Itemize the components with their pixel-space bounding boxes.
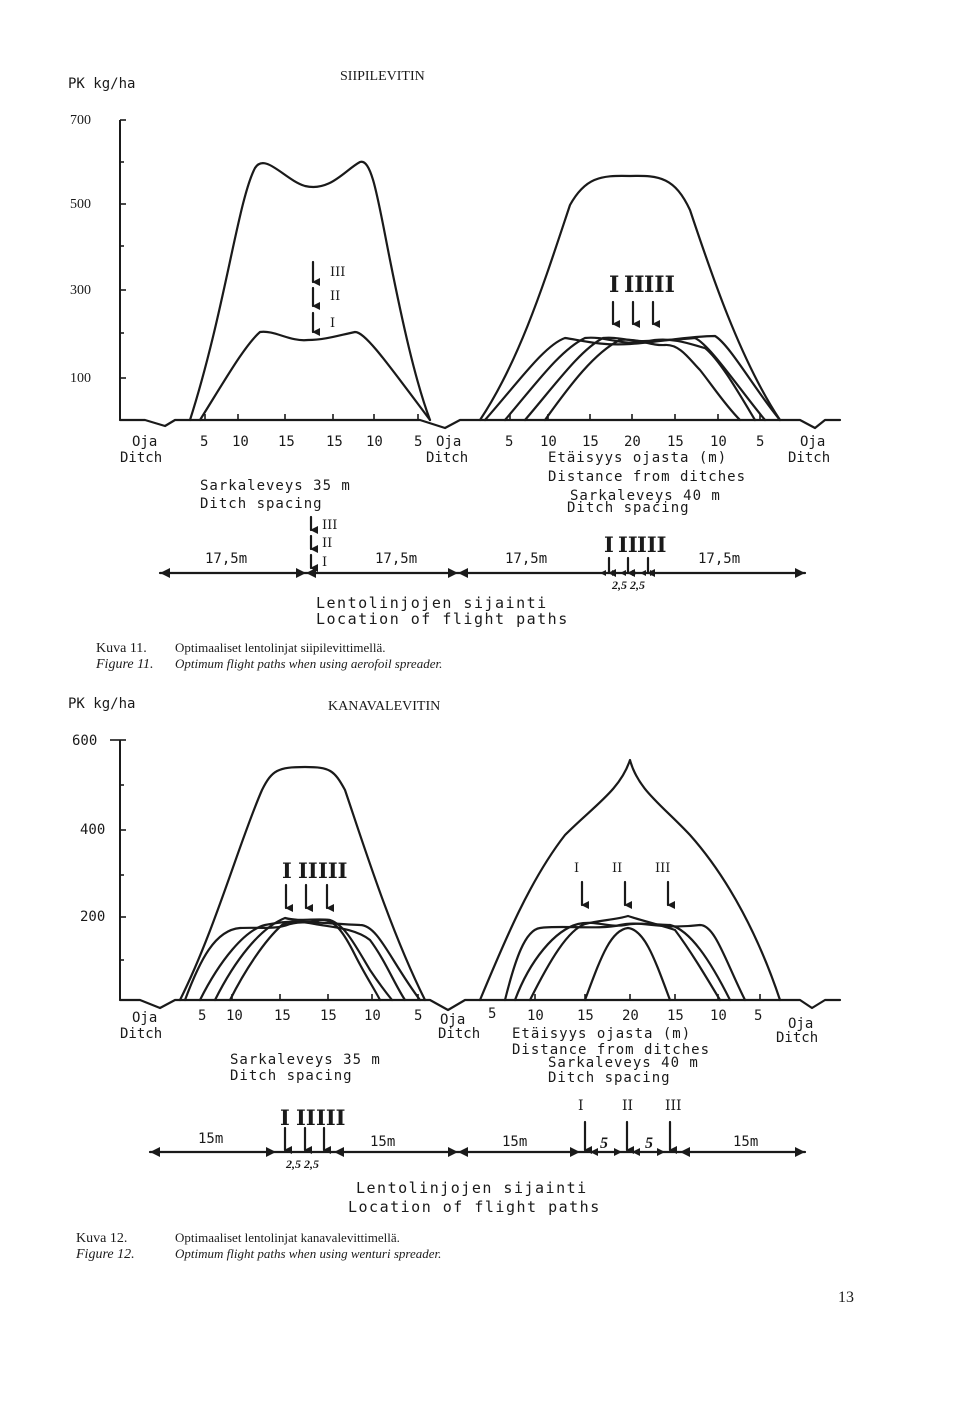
fig11-dim-label: 17,5m [205,551,248,567]
fig12-xlabel: 15 [320,1008,337,1024]
fig12-xlabel: 5 [198,1008,207,1024]
fig11-caption-en: Optimum flight paths when using aerofoil spreader. [175,656,443,671]
fig12-xlabel: 10 [710,1008,727,1024]
fig12-ytick: 400 [80,822,106,838]
fig12-right-curve-d [585,928,670,1000]
fig12-lower-path-label: III [316,1105,346,1130]
fig11-right-curve-b [505,338,765,420]
fig12-xlabel: Ditch [438,1026,481,1042]
fig11-ytick: 100 [70,371,91,386]
fig12-xlabel: 10 [527,1008,544,1024]
fig12-y-ticks [110,740,126,960]
fig11-loc-en: Location of flight paths [316,610,569,628]
fig12-left-curve-single [180,767,425,1000]
fig12-caption-en: Optimum flight paths when using wenturi spreader. [175,1246,442,1261]
fig11-lower-path-label: I [322,555,328,570]
fig12-xlabel: 10 [226,1008,243,1024]
fig12-loc-en: Location of flight paths [348,1198,601,1216]
fig12-ytick: 200 [80,909,106,925]
fig12-xlabel: Ditch [120,1026,163,1042]
fig12-xlabel: 20 [622,1008,639,1024]
fig12-loc-fi: Lentolinjojen sijainti [356,1179,588,1197]
fig11-chart-path-label: III [330,265,346,280]
fig12-distance-en: Distance from ditches [512,1042,711,1058]
fig11-xlabel: Ditch [426,450,469,466]
fig12-title: KANAVALEVITIN [328,699,441,714]
fig11-y-unit: PK kg/ha [68,76,136,92]
fig11-xlabel: 5 [505,434,514,450]
fig12-chart-path-label: II [612,861,623,876]
fig12-spacing-right-en: Ditch spacing [548,1070,671,1086]
fig12-caption-fi: Optimaaliset lentolinjat kanavalevittimellä. [175,1230,400,1245]
fig11-dim-label: 17,5m [698,551,741,567]
fig11-gap-label: 2,5 2,5 [612,578,645,592]
fig12-caption-fi-label: Kuva 12. [76,1231,128,1246]
fig12-xlabel: Oja [440,1012,466,1028]
fig11-ytick: 500 [70,197,91,212]
fig12-xlabel: 5 [754,1008,763,1024]
fig12-lower-path-label: I [280,1105,290,1130]
fig11-xlabel: 20 [624,434,641,450]
fig11-xlabel: 10 [232,434,249,450]
fig12-distance-fi: Etäisyys ojasta (m) [512,1026,692,1042]
fig11-ytick: 300 [70,283,91,298]
fig12-gap-label: 2,5 2,5 [286,1157,319,1171]
fig11-xlabel: Ditch [120,450,163,466]
fig12-xlabel: 15 [274,1008,291,1024]
fig11-spacing-left-fi: Sarkaleveys 35 m [200,478,351,494]
fig11-left-curve-single [190,162,430,420]
fig11-spacing-right-en: Ditch spacing [567,500,690,516]
fig11-chart-path-label: III [644,272,675,298]
fig11-caption-fi: Optimaaliset lentolinjat siipilevittimellä. [175,640,386,655]
fig11-right-curve-c [525,338,755,420]
fig12-gap-label: 5 [600,1135,608,1152]
fig11-xlabel: Oja [436,434,462,450]
fig12-chart-path-label: I [574,861,580,876]
fig11-xlabel: 15 [326,434,343,450]
fig11-lower-path-label: I [604,532,614,557]
fig12-xlabel: 5 [414,1008,423,1024]
fig11-xlabel: 5 [414,434,423,450]
fig12-lower-path-label: III [665,1098,682,1114]
fig11-caption-en-label: Figure 11. [96,657,154,672]
fig11-lower-path-label: III [322,518,338,533]
fig11-lower-path-label: II [322,536,333,551]
fig11-dim-label: 17,5m [505,551,548,567]
fig11-spacing-right-fi: Sarkaleveys 40 m [570,488,721,504]
fig12-xlabel: Oja [788,1016,814,1032]
fig11-distance-en: Distance from ditches [548,469,747,485]
fig12-lower-path-label: I [578,1098,584,1114]
page-number: 13 [838,1289,854,1306]
fig11-ground-line [120,420,840,428]
fig11-xlabel: 5 [756,434,765,450]
fig11-xlabel: 5 [200,434,209,450]
fig11-xlabel: 10 [540,434,557,450]
fig12-dim-label: 15m [370,1134,396,1150]
fig12-lower-path-label: II [622,1098,634,1114]
figure-12 [68,696,840,1262]
fig12-dim-label: 15m [502,1134,528,1150]
fig11-lower-path-label: III [637,532,667,557]
fig11-xlabel: 15 [667,434,684,450]
fig12-xlabel: 10 [364,1008,381,1024]
fig12-chart-path-label: III [318,858,348,883]
fig12-left-curve-c [215,918,392,1000]
fig11-right-curve-a [485,336,780,420]
fig11-chart-path-label: I [330,316,336,331]
fig12-chart-path-label: II [298,858,318,883]
fig12-dim-label: 15m [198,1131,224,1147]
fig11-dim-label: 17,5m [375,551,418,567]
fig12-chart-path-label: III [655,861,671,876]
fig12-ytick: 600 [72,733,98,749]
fig11-caption-fi-label: Kuva 11. [96,641,147,656]
fig11-distance-fi: Etäisyys ojasta (m) [548,450,728,466]
fig11-left-curve-combined [200,332,430,420]
figure-11 [68,69,840,672]
fig11-xlabel: Oja [132,434,158,450]
fig11-xlabel: 10 [366,434,383,450]
fig11-title: SIIPILEVITIN [340,69,425,84]
fig11-loc-fi: Lentolinjojen sijainti [316,594,548,612]
fig11-xlabel: 15 [278,434,295,450]
fig12-right-curve-single [480,760,780,1000]
fig11-chart-path-label: II [330,289,341,304]
fig11-xlabel: 15 [582,434,599,450]
fig12-spacing-left-fi: Sarkaleveys 35 m [230,1052,381,1068]
fig12-xlabel: 5 [488,1006,497,1022]
fig12-caption-en-label: Figure 12. [76,1247,135,1262]
fig12-gap-label: 5 [645,1135,653,1152]
fig12-spacing-right-fi: Sarkaleveys 40 m [548,1055,699,1071]
fig12-xlabel: Ditch [776,1030,819,1046]
fig11-xlabel: Ditch [788,450,831,466]
fig12-xlabel: Oja [132,1010,158,1026]
fig12-lower-path-label: II [296,1105,316,1130]
fig11-chart-path-label: II [624,272,645,298]
fig12-xlabel: 15 [577,1008,594,1024]
fig11-chart-path-label: I [609,272,620,298]
fig11-xlabel: Oja [800,434,826,450]
fig12-dim-label: 15m [733,1134,759,1150]
fig12-right-curve-b [515,923,730,1000]
fig11-ytick: 700 [70,113,91,128]
fig11-spacing-left-en: Ditch spacing [200,496,323,512]
fig11-xlabel: 10 [710,434,727,450]
fig12-y-unit: PK kg/ha [68,696,136,712]
fig12-xlabel: 15 [667,1008,684,1024]
fig12-spacing-left-en: Ditch spacing [230,1068,353,1084]
fig12-chart-path-label: I [282,858,292,883]
fig11-lower-path-label: II [618,532,638,557]
